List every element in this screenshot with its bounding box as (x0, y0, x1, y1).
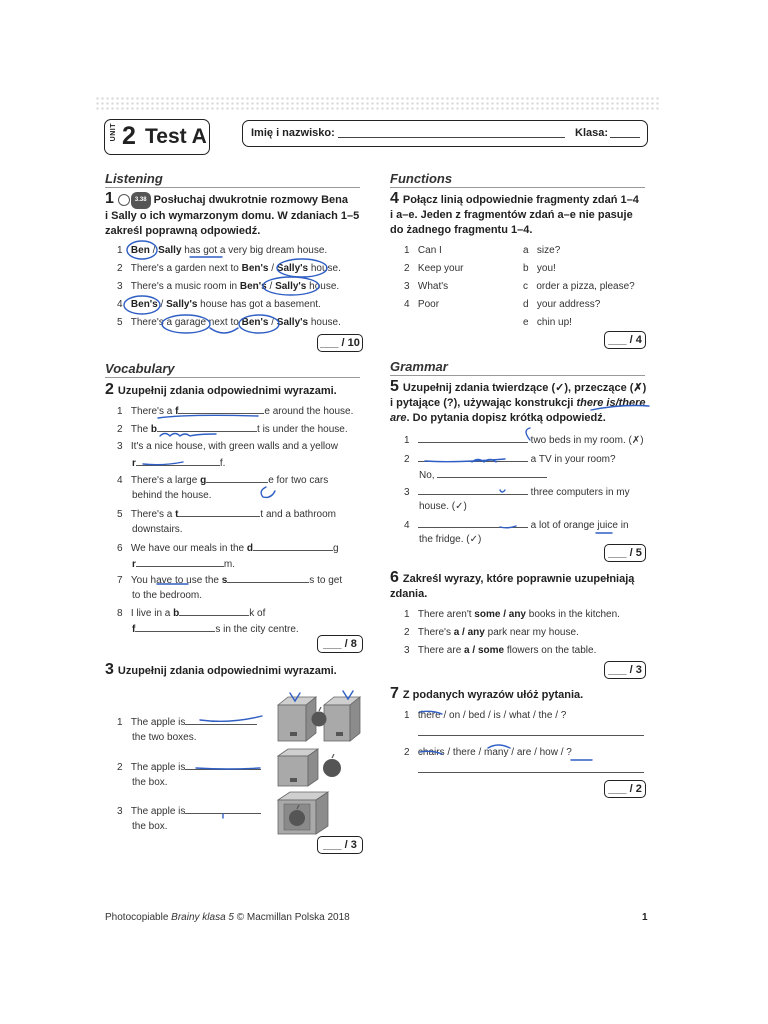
task-5-item[interactable]: 1 two beds in my room. (✗) (404, 435, 644, 446)
task-2-item: 3 It's a nice house, with green walls and a yellow (117, 441, 338, 452)
item-text: the box. (132, 777, 168, 788)
item-text: The apple is (130, 717, 186, 728)
answer-blank[interactable] (185, 715, 257, 725)
letter-hint: t (175, 509, 179, 520)
item-text: There are (417, 645, 465, 656)
section-heading-vocabulary: Vocabulary (105, 361, 175, 376)
match-right-item[interactable] (523, 244, 560, 258)
task-2-item[interactable]: 8 I live in a b k of (117, 608, 266, 619)
task-5-item[interactable]: 4 a lot of orange juice in (404, 520, 629, 531)
dotted-header-band (95, 96, 660, 110)
task-3-instruction (105, 662, 370, 679)
test-title: Test A (145, 125, 207, 148)
answer-blank[interactable] (135, 622, 215, 632)
divider (105, 377, 360, 378)
word-prompt: chairs / there / many / are / how / ? (417, 747, 572, 758)
task-3-item[interactable]: 2 The apple is (117, 760, 261, 775)
answer-blank[interactable] (253, 541, 333, 551)
item-text: There's a garden next to (130, 263, 242, 274)
letter-hint: b (150, 424, 158, 435)
option-pair[interactable]: a / some (464, 645, 505, 656)
answer-blank[interactable] (437, 468, 547, 478)
option-pair[interactable]: a / any (453, 627, 485, 638)
letter-hint: s (221, 575, 228, 586)
answer-line[interactable] (418, 772, 644, 773)
letter-hint: d (246, 543, 254, 554)
apple-next-to-box-image (276, 746, 346, 788)
instruction-line: i pytające (?), używając konstrukcji (390, 397, 577, 409)
class-label: Klasa: (575, 127, 609, 139)
task-6-item[interactable]: 2 There's a / any park near my house. (404, 627, 579, 638)
item-text: two beds in my room. (✗) (527, 435, 644, 446)
track-badge: 3.38 (131, 192, 151, 209)
item-text: Can I (417, 245, 442, 256)
item-text: There's a (130, 509, 176, 520)
instruction-line: . Do pytania dopisz krótką odpowiedź. (406, 412, 606, 424)
item-text: f. (219, 458, 226, 469)
item-number: 1 (404, 245, 410, 256)
instruction-line: zdania. (390, 588, 428, 600)
ink-mark (261, 487, 275, 497)
task-1-item[interactable] (117, 244, 327, 258)
word-prompt: there / on / bed / is / what / the / ? (417, 710, 567, 721)
task-number: 7 (390, 685, 399, 702)
item-number: 3 (117, 281, 123, 292)
option-a[interactable]: Ben's (239, 281, 267, 292)
item-text: books in the kitchen. (526, 609, 620, 620)
item-number: 5 (117, 317, 123, 328)
task-2-item (132, 589, 202, 603)
item-text: t and a bathroom (260, 509, 337, 520)
item-text: house. (306, 281, 340, 292)
item-letter: a (523, 245, 529, 256)
separator: / (266, 281, 276, 292)
answer-blank[interactable] (185, 804, 261, 814)
item-text: s in the city centre. (215, 624, 299, 635)
option-b[interactable]: Sally's (276, 317, 309, 328)
item-text: There's (417, 627, 454, 638)
option-b[interactable]: Sally (158, 245, 182, 256)
section-heading-functions: Functions (390, 171, 453, 186)
item-text: s to get (309, 575, 343, 586)
item-text: downstairs. (132, 524, 183, 535)
letter-hint: r (132, 559, 136, 570)
answer-blank[interactable] (157, 422, 257, 432)
option-a[interactable]: Ben's (241, 317, 269, 328)
item-number: 1 (117, 245, 123, 256)
instruction-line: Zakreśl wyrazy, które poprawnie uzupełniają (402, 573, 635, 585)
class-field[interactable] (610, 137, 640, 138)
answer-blank[interactable] (418, 433, 528, 443)
item-text: Keep your (417, 263, 464, 274)
item-text: There aren't (417, 609, 475, 620)
apple-in-box-image (276, 790, 332, 836)
instruction-line: Połącz linią odpowiednie fragmenty zdań 1–4 (402, 194, 639, 206)
item-text: three computers in my (527, 487, 630, 498)
option-a[interactable]: Ben's (241, 263, 269, 274)
item-text: There's a garage next to (130, 317, 242, 328)
task-5-item[interactable]: 2 a TV in your room? (404, 454, 616, 465)
item-text: m. (223, 559, 236, 570)
task-3-item-cont (132, 776, 168, 790)
task-1-score-box: ___ / 10 (317, 334, 363, 352)
task-2-item[interactable] (132, 456, 225, 471)
task-5-instruction (390, 379, 655, 426)
item-text: behind the house. (132, 490, 212, 501)
task-6-instruction (390, 570, 655, 602)
task-6-item[interactable]: 1 There aren't some / any books in the kitchen. (404, 609, 620, 620)
item-letter: c (523, 281, 528, 292)
audio-icon (118, 194, 130, 206)
item-letter: b (523, 263, 529, 274)
separator: / (157, 299, 167, 310)
item-text: a TV in your room? (527, 454, 616, 465)
item-text: size? (536, 245, 561, 256)
task-3-item-cont (132, 731, 196, 745)
match-left-item[interactable] (404, 298, 439, 312)
item-text: flowers on the table. (504, 645, 597, 656)
name-field[interactable] (338, 137, 565, 138)
option-a[interactable]: Ben's (130, 299, 158, 310)
instruction-line: Posłuchaj dwukrotnie rozmowy Bena (153, 194, 348, 206)
item-text: chin up! (536, 317, 572, 328)
task-5-item[interactable] (419, 468, 547, 483)
item-text: t is under the house. (257, 424, 348, 435)
name-label: Imię i nazwisko: (251, 127, 335, 139)
task-5-item[interactable]: 3 three computers in my (404, 487, 630, 498)
task-1-item[interactable] (117, 280, 339, 294)
match-right-item[interactable] (523, 316, 572, 330)
unit-title-box (104, 119, 210, 155)
item-text: to the bedroom. (132, 590, 203, 601)
letter-hint: b (173, 608, 180, 619)
task-2-instruction (105, 382, 370, 399)
item-text: house has got a basement. (197, 299, 321, 310)
option-a[interactable]: Ben (130, 245, 150, 256)
item-text: you! (536, 263, 556, 274)
item-text: The (130, 424, 151, 435)
task-2-item[interactable]: 7 You have to use the s s to get (117, 575, 343, 586)
item-text: The apple is (130, 762, 186, 773)
answer-blank[interactable] (136, 456, 220, 466)
item-text: It's a nice house, with green walls and a yellow (130, 441, 338, 452)
item-text: has got a very big dream house. (181, 245, 328, 256)
item-text: There's a large (130, 475, 201, 486)
item-text: the two boxes. (132, 732, 197, 743)
answer-blank[interactable] (178, 507, 260, 517)
instruction-line: i a–e. Jeden z fragmentów zdań a–e nie pasuje (390, 209, 633, 221)
instruction-line: Uzupełnij zdania twierdzące (✓), przeczące (✗) (402, 382, 647, 394)
item-number: 3 (404, 281, 410, 292)
footer-text: Photocopiable (105, 912, 172, 923)
item-letter: e (523, 317, 529, 328)
item-text: house. (308, 317, 341, 328)
letter-hint: r (132, 458, 136, 469)
task-2-score-box: ___ / 8 (317, 635, 363, 653)
task-number: 2 (105, 381, 114, 398)
item-text: You have to use the (130, 575, 222, 586)
match-left-item[interactable] (404, 244, 442, 258)
task-5-item (419, 533, 481, 547)
task-6-item[interactable]: 3 There are a / some flowers on the table. (404, 645, 597, 656)
divider (105, 187, 360, 188)
task-5-score-box: ___ / 5 (604, 544, 646, 562)
item-text: house. (308, 263, 341, 274)
task-2-item[interactable] (132, 557, 235, 572)
footer-book-title: Brainy klasa 5 (171, 912, 234, 923)
answer-blank[interactable] (418, 485, 528, 495)
answer-line[interactable] (418, 735, 644, 736)
task-2-item (132, 523, 183, 537)
item-text: The apple is (130, 806, 186, 817)
item-number: 2 (117, 263, 123, 274)
letter-hint: g (200, 475, 207, 486)
task-7-item: 1 there / on / bed / is / what / the / ? (404, 710, 567, 721)
task-6-score-box: ___ / 3 (604, 661, 646, 679)
unit-word: UNIT (110, 123, 117, 142)
task-2-item[interactable]: 1 There's a f e around the house. (117, 406, 354, 417)
task-3-item-cont (132, 820, 168, 834)
student-info-box (242, 120, 648, 147)
task-2-item (132, 489, 212, 503)
task-4-score-box: ___ / 4 (604, 331, 646, 349)
option-b[interactable]: Sally's (276, 263, 309, 274)
task-number: 5 (390, 378, 399, 395)
divider (390, 375, 645, 376)
instruction-line: do żadnego fragmentu 1–4. (390, 224, 533, 236)
footer-text: © Macmillan Polska 2018 (233, 912, 350, 923)
instruction-line: i Sally o ich wymarzonym domu. W zdaniach 1–5 (105, 209, 360, 222)
section-heading-grammar: Grammar (390, 359, 448, 374)
task-3-item[interactable]: 1 The apple is (117, 715, 257, 730)
task-number: 3 (105, 661, 114, 678)
option-pair[interactable]: some / any (474, 609, 526, 620)
task-5-item (419, 500, 467, 514)
letter-hint: f (175, 406, 179, 417)
item-text: k of (249, 608, 266, 619)
item-text: I live in a (130, 608, 174, 619)
item-text: the fridge. (✓) (419, 534, 482, 545)
task-1-item[interactable] (117, 298, 321, 312)
task-2-item[interactable]: 6 We have our meals in the d g (117, 543, 339, 554)
separator: / (268, 263, 277, 274)
section-heading-listening: Listening (105, 171, 163, 186)
task-2-item[interactable]: 2 The b t is under the house. (117, 424, 348, 435)
instruction-line: zakreśl poprawną odpowiedź. (105, 224, 261, 237)
instruction-line: Uzupełnij zdania odpowiednimi wyrazami. (117, 385, 337, 397)
answer-blank[interactable] (418, 452, 528, 462)
answer-blank[interactable] (179, 606, 249, 616)
item-text: There's a music room in (130, 281, 240, 292)
item-text: house. (✓) (419, 501, 467, 512)
instruction-line: Z podanych wyrazów ułóż pytania. (402, 689, 584, 701)
answer-blank[interactable] (136, 557, 224, 567)
answer-blank[interactable] (185, 760, 261, 770)
item-number: 2 (404, 263, 410, 274)
option-b[interactable]: Sally's (275, 281, 307, 292)
task-3-item[interactable]: 3 The apple is (117, 804, 261, 819)
task-number: 1 (105, 190, 114, 207)
answer-blank[interactable] (418, 518, 528, 528)
item-text: park near my house. (484, 627, 579, 638)
apple-between-boxes-image (276, 693, 362, 745)
task-1-item[interactable] (117, 262, 341, 276)
divider (390, 187, 645, 188)
task-2-item[interactable]: 5 There's a t t and a bathroom (117, 509, 337, 520)
match-right-item[interactable] (523, 262, 556, 276)
answer-blank[interactable] (178, 404, 264, 414)
answer-blank[interactable] (227, 573, 309, 583)
task-number: 6 (390, 569, 399, 586)
item-number: 4 (404, 299, 410, 310)
task-2-item[interactable]: 4 There's a large g e for two cars (117, 475, 329, 486)
match-left-item[interactable] (404, 280, 448, 294)
task-7-score-box: ___ / 2 (604, 780, 646, 798)
instruction-emphasis: there is/there (576, 397, 646, 409)
match-right-item[interactable] (523, 298, 600, 312)
item-number: 4 (117, 299, 123, 310)
unit-number: 2 (122, 122, 136, 150)
item-text: the box. (132, 821, 168, 832)
item-text: We have our meals in the (130, 543, 247, 554)
instruction-line: Uzupełnij zdania odpowiednimi wyrazami. (117, 665, 337, 677)
item-text: e for two cars (268, 475, 329, 486)
task-2-item[interactable] (132, 622, 299, 637)
item-text: e around the house. (264, 406, 354, 417)
letter-hint: f (132, 624, 136, 635)
item-text: a lot of orange juice in (527, 520, 629, 531)
option-b[interactable]: Sally's (166, 299, 198, 310)
match-right-item[interactable] (523, 280, 635, 294)
item-text: What's (417, 281, 449, 292)
page-number: 1 (642, 912, 648, 923)
item-text: order a pizza, please? (536, 281, 635, 292)
separator: / (268, 317, 277, 328)
instruction-emphasis: are (390, 412, 407, 424)
task-1-item[interactable] (117, 316, 341, 330)
answer-blank[interactable] (206, 473, 268, 483)
item-text: your address? (536, 299, 601, 310)
item-text: Poor (417, 299, 440, 310)
item-text: g (333, 543, 339, 554)
separator: / (149, 245, 159, 256)
item-letter: d (523, 299, 529, 310)
task-7-item: 2 chairs / there / many / are / how / ? (404, 747, 572, 758)
task-1-instruction (105, 191, 370, 239)
item-text: There's a (130, 406, 176, 417)
item-text: No, (419, 470, 438, 481)
task-number: 4 (390, 190, 399, 207)
footer-copyright (105, 912, 350, 923)
task-3-score-box: ___ / 3 (317, 836, 363, 854)
task-7-instruction (390, 686, 655, 703)
match-left-item[interactable] (404, 262, 464, 276)
task-4-instruction (390, 191, 650, 238)
